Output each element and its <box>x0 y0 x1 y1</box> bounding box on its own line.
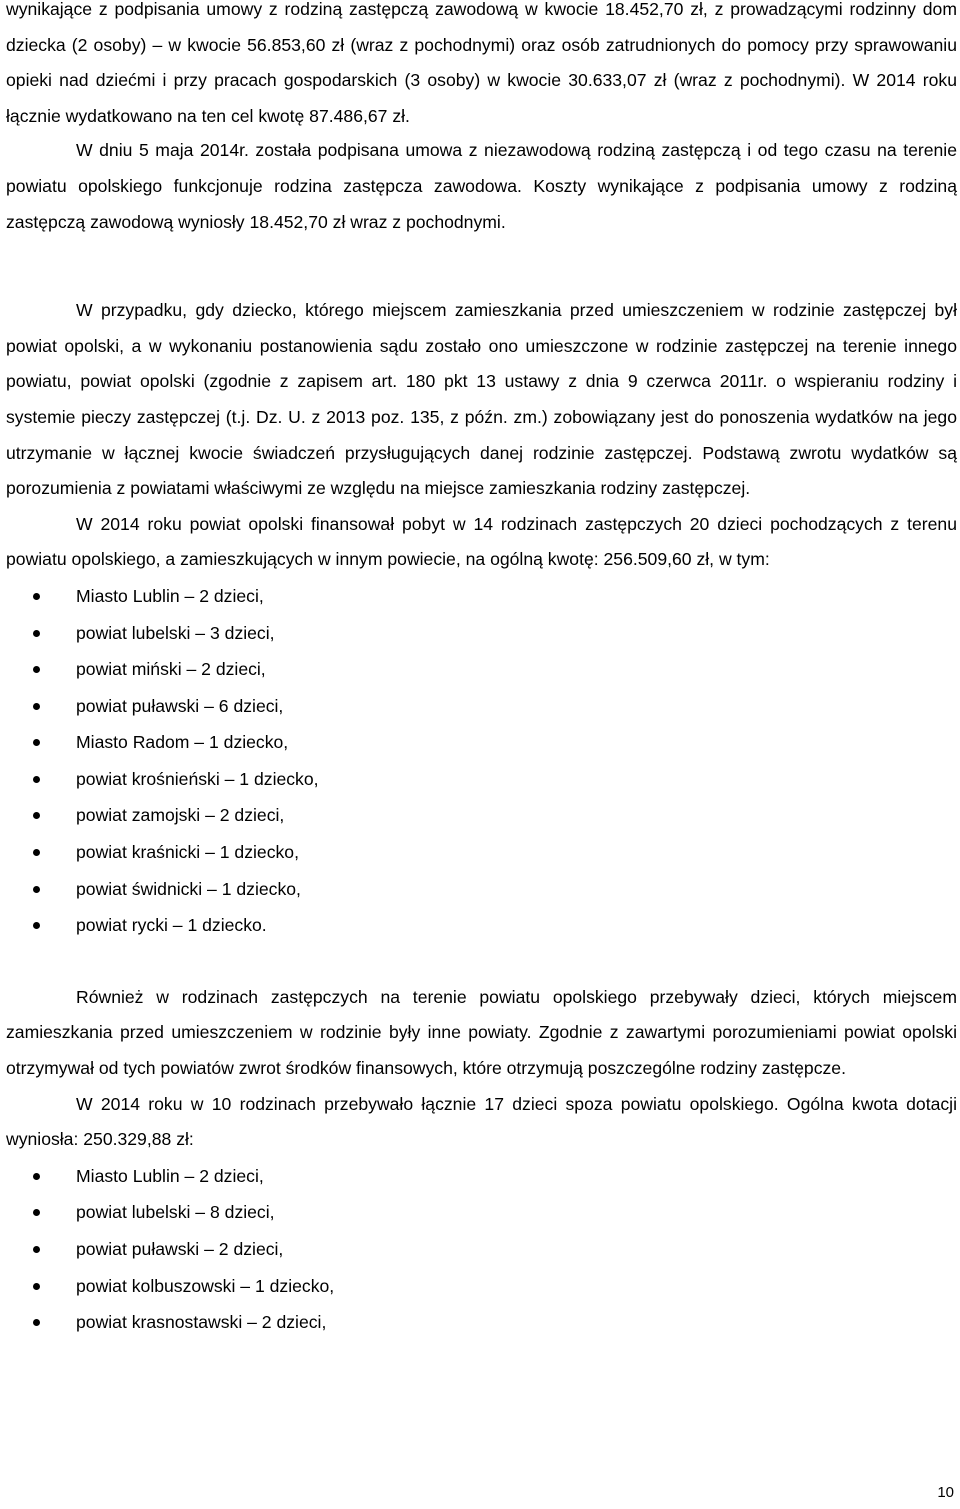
list-item: Miasto Lublin – 2 dzieci, <box>6 578 957 615</box>
list-item: powiat krośnieński – 1 dziecko, <box>6 761 957 798</box>
list-item: powiat lubelski – 3 dzieci, <box>6 615 957 652</box>
list-item: powiat puławski – 2 dzieci, <box>6 1231 957 1268</box>
list-item: powiat zamojski – 2 dzieci, <box>6 797 957 834</box>
bullet-icon <box>33 1283 40 1290</box>
bullet-icon <box>33 666 40 673</box>
paragraph-costs-summary: wynikające z podpisania umowy z rodziną zastępczą zawodową w kwocie 18.452,70 zł, z prowadzącymi rodzinny dom dziecka (2 osoby) – w kwocie 56.853,60 zł (wraz z pochodnymi) oraz osób zatrudnionych do pomocy przy sprawowaniu opieki nad dziećmi i przy pracach gospodarskich (3 osoby) w kwocie 30.633,07 zł (wraz z pochodnymi). W 2014 roku łącznie wydatkowano na ten cel kwotę 87.486,67 zł. <box>6 0 957 126</box>
bullet-icon <box>33 739 40 746</box>
bullet-icon <box>33 849 40 856</box>
bullet-icon <box>33 812 40 819</box>
bullet-icon <box>33 630 40 637</box>
list-item: powiat rycki – 1 dziecko. <box>6 907 957 944</box>
list-item: powiat miński – 2 dzieci, <box>6 651 957 688</box>
list-item: powiat świdnicki – 1 dziecko, <box>6 871 957 908</box>
bullet-icon <box>33 886 40 893</box>
list-item: powiat kolbuszowski – 1 dziecko, <box>6 1268 957 1305</box>
list-item: Miasto Radom – 1 dziecko, <box>6 724 957 761</box>
list-item: powiat krasnostawski – 2 dzieci, <box>6 1304 957 1341</box>
paragraph-reimbursement: Również w rodzinach zastępczych na terenie powiatu opolskiego przebywały dzieci, których miejscem zamieszkania przed umieszczeniem w rodzinie były inne powiaty. Zgodnie z zawartymi porozumieniami powiat opolski otrzymywał od tych powiatów zwrot środków finansowych, które otrzymują poszczególne rodziny zastępcze. <box>6 986 957 1079</box>
bullet-icon <box>33 1319 40 1326</box>
paragraph-professional-family: W dniu 5 maja 2014r. została podpisana umowa z niezawodową rodziną zastępczą i od tego czasu na terenie powiatu opolskiego funkcjonuje rodzina zastępcza zawodowa. Koszty wynikające z podpisania umowy z rodziną zastępczą zawodową wyniosły 18.452,70 zł wraz z pochodnymi. <box>6 140 957 232</box>
paragraph-financing-2014: W 2014 roku powiat opolski finansował pobyt w 14 rodzinach zastępczych 20 dzieci pochodzących z terenu powiatu opolskiego, a zamieszkujących w innym powiecie, na ogólną kwotę: 256.509,60 zł, w tym: <box>6 513 957 570</box>
paragraph-subsidy-2014: W 2014 roku w 10 rodzinach przebywało łącznie 17 dzieci spoza powiatu opolskiego. Ogólna kwota dotacji wyniosła: 250.329,88 zł: <box>6 1093 957 1150</box>
list-item: powiat lubelski – 8 dzieci, <box>6 1194 957 1231</box>
bullet-icon <box>33 1246 40 1253</box>
paragraph-other-county-placement: W przypadku, gdy dziecko, którego miejscem zamieszkania przed umieszczeniem w rodzinie zastępczej był powiat opolski, a w wykonaniu postanowienia sądu zostało ono umieszczone w rodzinie zastępczej na terenie innego powiatu, powiat opolski (zgodnie z zapisem art. 180 pkt 13 ustawy z dnia 9 czerwca 2011r. o wspieraniu rodziny i systemie pieczy zastępczej (t.j. Dz. U. z 2013 poz. 135, z późn. zm.) zobowiązany jest do ponoszenia wydatków na jego utrzymanie w łącznej kwocie świadczeń przysługujących danej rodzinie zastępczej. Podstawą zwrotu wydatków są porozumienia z powiatami właściwymi ze względu na miejsce zamieszkania rodziny zastępczej. <box>6 300 957 499</box>
document-page <box>6 0 957 1341</box>
bullet-icon <box>33 1173 40 1180</box>
list-item: powiat kraśnicki – 1 dziecko, <box>6 834 957 871</box>
page-number: 10 <box>937 1484 954 1501</box>
list-item: Miasto Lublin – 2 dzieci, <box>6 1158 957 1195</box>
bullet-icon <box>33 593 40 600</box>
children-from-other-counties-list <box>6 1158 957 1341</box>
bullet-icon <box>33 922 40 929</box>
bullet-icon <box>33 1209 40 1216</box>
bullet-icon <box>33 776 40 783</box>
children-by-county-list <box>6 578 957 944</box>
list-item: powiat puławski – 6 dzieci, <box>6 688 957 725</box>
bullet-icon <box>33 703 40 710</box>
